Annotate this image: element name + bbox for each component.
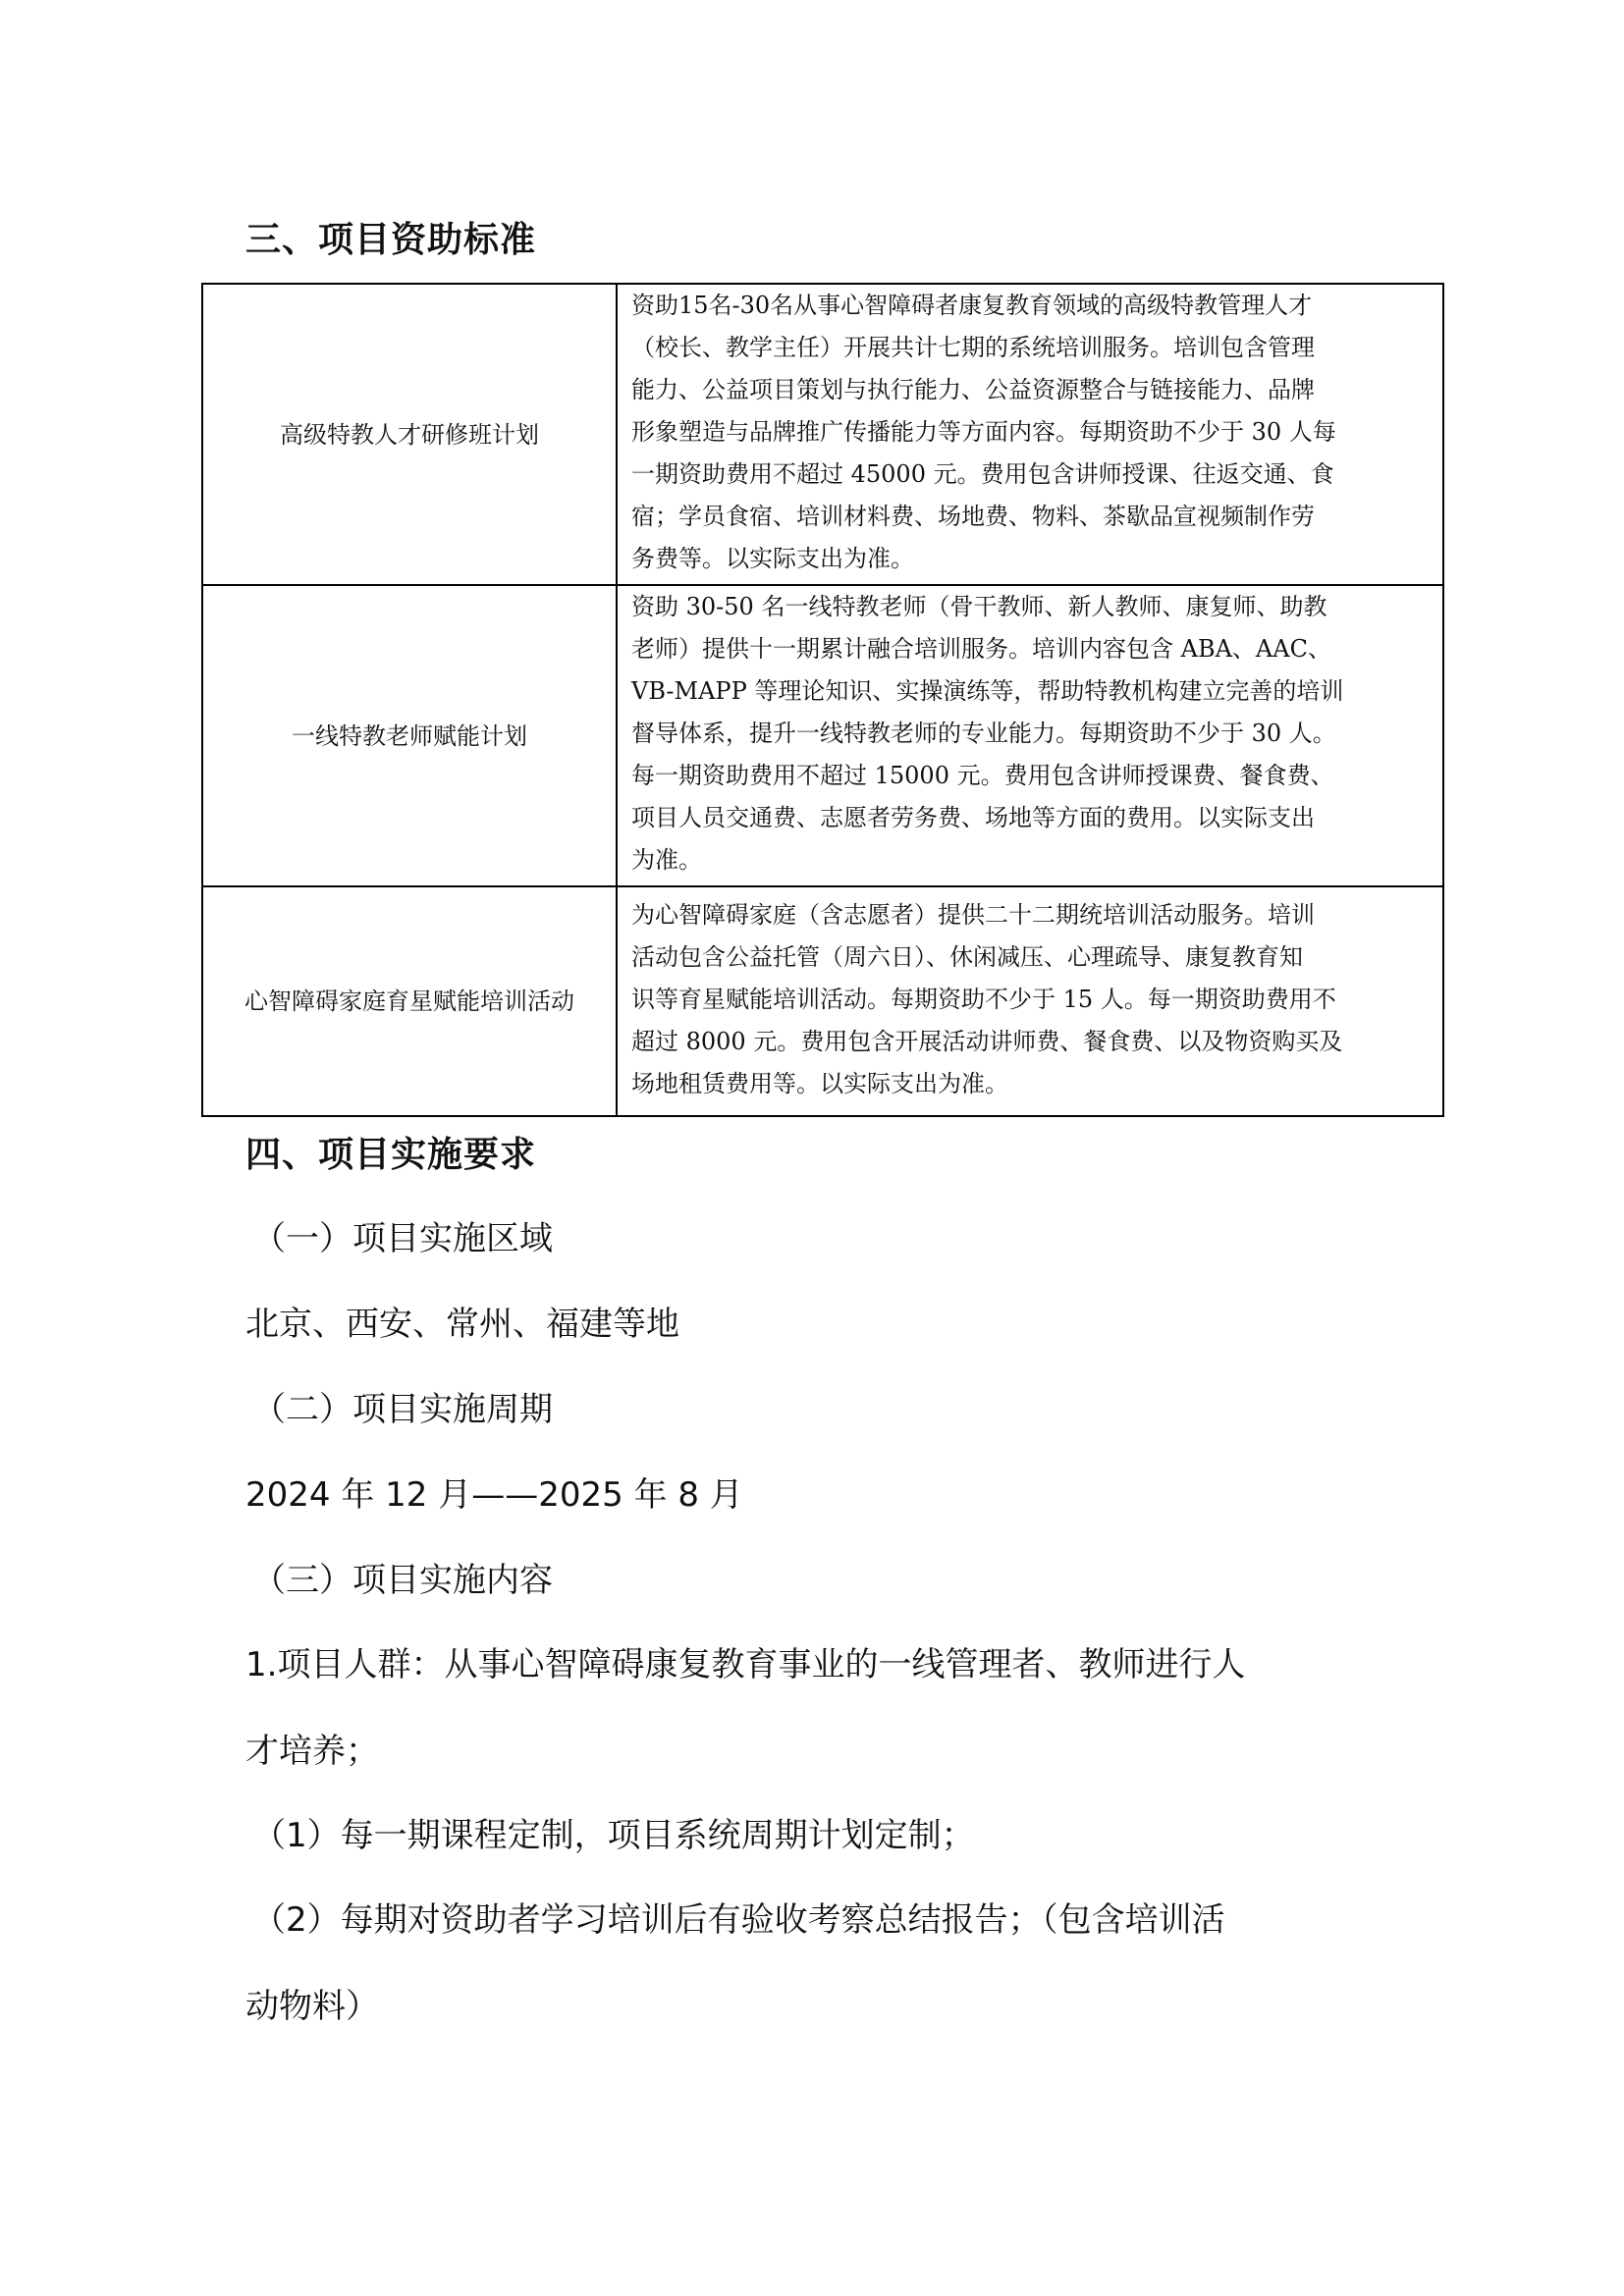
paragraph-line: （2）每期对资助者学习培训后有验收考察总结报告；（包含培训活 [252, 1900, 1225, 1940]
point-2-paragraph [245, 1877, 1381, 2050]
description-line: 形象塑造与品牌推广传播能力等方面内容。每期资助不少于 30 人每 [631, 418, 1336, 446]
program-name-cell: 高级特教人才研修班计划 [202, 284, 617, 585]
description-line: 场地租赁费用等。以实际支出为准。 [631, 1069, 1008, 1097]
description-line: 识等育星赋能培训活动。每期资助不少于 15 人。每一期资助费用不 [631, 985, 1336, 1013]
section-4-heading: 四、项目实施要求 [245, 1135, 537, 1175]
description-line: 为心智障碍家庭（含志愿者）提供二十二期统培训活动服务。培训 [631, 900, 1315, 929]
description-line: 每一期资助费用不超过 15000 元。费用包含讲师授课费、餐食费、 [631, 762, 1334, 789]
program-description-cell [617, 585, 1443, 886]
description-line: 为准。 [631, 846, 702, 874]
program-name-cell: 心智障碍家庭育星赋能培训活动 [202, 886, 617, 1116]
table-row [202, 284, 1443, 585]
description-line: 超过 8000 元。费用包含开展活动讲师费、餐食费、以及物资购买及 [631, 1027, 1343, 1055]
point-1-text: （1）每一期课程定制，项目系统周期计划定制； [252, 1816, 975, 1855]
program-description-cell [617, 886, 1443, 1116]
paragraph-line: 动物料） [245, 1987, 379, 2026]
description-line: 项目人员交通费、志愿者劳务费、场地等方面的费用。以实际支出 [631, 804, 1315, 831]
description-line: 资助 30-50 名一线特教老师（骨干教师、新人教师、康复师、助教 [631, 593, 1327, 620]
implementation-period-text: 2024 年 12 月——2025 年 8 月 [245, 1475, 743, 1515]
description-line: VB-MAPP 等理论知识、实操演练等，帮助特教机构建立完善的培训 [631, 677, 1344, 705]
program-description-cell [617, 284, 1443, 585]
description-line: 督导体系，提升一线特教老师的专业能力。每期资助不少于 30 人。 [631, 720, 1336, 747]
paragraph-line: 1.项目人群：从事心智障碍康复教育事业的一线管理者、教师进行人 [245, 1645, 1246, 1684]
target-group-paragraph [245, 1622, 1384, 1794]
description-line: 一期资助费用不超过 45000 元。费用包含讲师授课、往返交通、食 [631, 460, 1334, 488]
description-line: 资助15名-30名从事心智障碍者康复教育领域的高级特教管理人才 [631, 292, 1313, 319]
subsection-area-title: （一）项目实施区域 [252, 1219, 553, 1258]
description-line: 老师）提供十一期累计融合培训服务。培训内容包含 ABA、AAC、 [631, 635, 1331, 663]
subsection-content-title: （三）项目实施内容 [252, 1561, 553, 1600]
program-name-cell: 一线特教老师赋能计划 [202, 585, 617, 886]
funding-standards-table [201, 283, 1444, 1117]
table-row [202, 886, 1443, 1116]
description-line: （校长、教学主任）开展共计七期的系统培训服务。培训包含管理 [631, 334, 1315, 361]
implementation-area-text: 北京、西安、常州、福建等地 [245, 1305, 679, 1344]
table-row [202, 585, 1443, 886]
description-line: 能力、公益项目策划与执行能力、公益资源整合与链接能力、品牌 [631, 376, 1315, 403]
paragraph-line: 才培养； [245, 1732, 379, 1771]
description-line: 务费等。以实际支出为准。 [631, 545, 914, 572]
description-line: 活动包含公益托管（周六日）、休闲减压、心理疏导、康复教育知 [631, 942, 1303, 971]
section-3-heading: 三、项目资助标准 [245, 220, 537, 260]
subsection-period-title: （二）项目实施周期 [252, 1390, 553, 1429]
description-line: 宿；学员食宿、培训材料费、场地费、物料、茶歇品宣视频制作劳 [631, 503, 1315, 530]
